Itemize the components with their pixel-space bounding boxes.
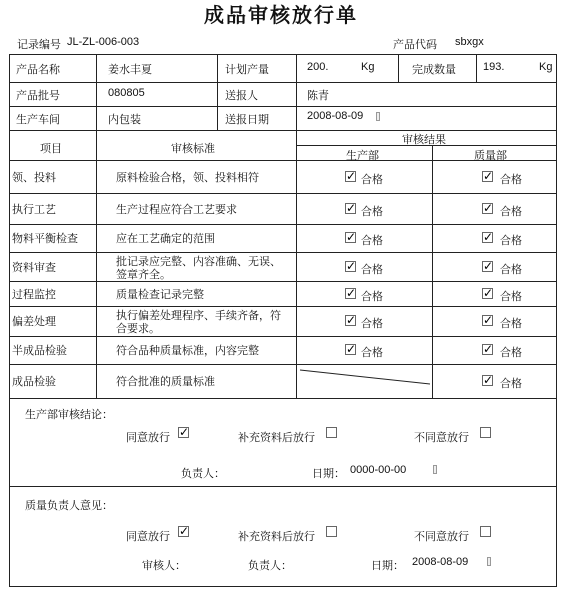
qa-pass-checkbox[interactable] [482, 375, 493, 386]
qa-date-spinner-icon[interactable] [487, 557, 491, 566]
row-standard: 生产过程应符合工艺要求 [116, 203, 237, 216]
qa-date[interactable]: 2008-08-09 [412, 556, 469, 568]
prod-reject-label: 不同意放行 [414, 431, 469, 444]
prod-reject-checkbox[interactable] [480, 427, 491, 438]
qa-pass-label: 合格 [500, 205, 522, 218]
row-item: 成品检验 [12, 375, 56, 388]
na-diagonal [296, 364, 432, 398]
qa-opinion-label: 质量负责人意见： [25, 499, 113, 512]
qa-pass-label: 合格 [500, 263, 522, 276]
qa-supplement-label: 补充资料后放行 [238, 530, 315, 543]
row-standard: 批记录应完整、内容准确、无误、签章齐全。 [116, 255, 281, 281]
row-item: 资料审查 [12, 260, 56, 274]
product-code: sbxgx [455, 36, 484, 48]
prod-pass-checkbox[interactable] [345, 203, 356, 214]
prod-supplement-checkbox[interactable] [326, 427, 337, 438]
col-item: 项目 [40, 142, 62, 155]
submitter: 陈青 [307, 89, 329, 102]
date-spinner-icon[interactable] [376, 112, 380, 121]
planned-output-label: 计划产量 [225, 63, 269, 76]
qa-pass-checkbox[interactable] [482, 171, 493, 182]
prod-pass-checkbox[interactable] [345, 232, 356, 243]
qa-reject-checkbox[interactable] [480, 526, 491, 537]
row-standard: 原料检验合格，领、投料相符 [116, 171, 259, 184]
prod-pass-label: 合格 [361, 205, 383, 218]
prod-agree-label: 同意放行 [126, 431, 170, 444]
prod-pass-checkbox[interactable] [345, 344, 356, 355]
qa-pass-label: 合格 [500, 173, 522, 186]
submit-date-label: 送报日期 [225, 113, 269, 126]
prod-pass-checkbox[interactable] [345, 171, 356, 182]
col-production: 生产部 [346, 149, 379, 162]
product-name-label: 产品名称 [16, 63, 60, 76]
batch-no-label: 产品批号 [16, 89, 60, 102]
qa-pass-checkbox[interactable] [482, 288, 493, 299]
prod-pass-label: 合格 [361, 234, 383, 247]
qa-pass-label: 合格 [500, 346, 522, 359]
row-item: 领、投料 [12, 170, 56, 184]
qa-reviewer-label: 审核人： [142, 559, 186, 572]
qa-pass-checkbox[interactable] [482, 232, 493, 243]
prod-pass-label: 合格 [361, 346, 383, 359]
qa-agree-checkbox[interactable] [178, 526, 189, 537]
prod-date-label: 日期： [312, 467, 345, 480]
row-item: 偏差处理 [12, 315, 56, 328]
prod-date[interactable]: 0000-00-00 [350, 464, 407, 476]
qa-pass-label: 合格 [500, 317, 522, 330]
qa-supplement-checkbox[interactable] [326, 526, 337, 537]
row-standard: 符合品种质量标准，内容完整 [116, 344, 259, 357]
planned-output: 200. [307, 61, 329, 73]
qa-reject-label: 不同意放行 [414, 530, 469, 543]
prod-pass-checkbox[interactable] [345, 288, 356, 299]
workshop: 内包装 [108, 113, 141, 126]
qa-date-label: 日期： [371, 559, 404, 572]
workshop-label: 生产车间 [16, 113, 60, 126]
qa-pass-label: 合格 [500, 290, 522, 303]
qa-pass-checkbox[interactable] [482, 344, 493, 355]
row-standard: 应在工艺确定的范围 [116, 232, 215, 245]
col-result: 审核结果 [402, 133, 446, 146]
prod-pass-label: 合格 [361, 263, 383, 276]
qa-pass-label: 合格 [500, 234, 522, 247]
completed-qty-label: 完成数量 [412, 63, 456, 76]
qa-pass-checkbox[interactable] [482, 315, 493, 326]
row-item: 半成品检验 [12, 344, 67, 357]
qa-pass-checkbox[interactable] [482, 261, 493, 272]
qa-responsible-label: 负责人： [248, 559, 292, 572]
submitter-label: 送报人 [225, 89, 258, 102]
qa-pass-checkbox[interactable] [482, 203, 493, 214]
prod-pass-checkbox[interactable] [345, 315, 356, 326]
completed-qty-unit: Kg [539, 61, 553, 73]
prod-pass-label: 合格 [361, 173, 383, 186]
submit-date[interactable]: 2008-08-09 [307, 110, 364, 122]
row-standard: 质量检查记录完整 [116, 288, 204, 301]
prod-date-spinner-icon[interactable] [433, 465, 437, 474]
completed-qty: 193. [483, 61, 505, 73]
prod-conclusion-label: 生产部审核结论： [25, 408, 113, 421]
col-quality: 质量部 [474, 149, 507, 162]
prod-responsible-label: 负责人： [181, 467, 225, 480]
record-no: JL-ZL-006-003 [67, 36, 140, 48]
row-item: 物料平衡检查 [12, 232, 78, 245]
qa-pass-label: 合格 [500, 377, 522, 390]
record-no-label: 记录编号 [17, 38, 61, 51]
row-item: 执行工艺 [12, 202, 56, 216]
row-standard: 执行偏差处理程序、手续齐备，符合要求。 [116, 309, 281, 335]
planned-output-unit: Kg [361, 61, 375, 73]
row-standard: 符合批准的质量标准 [116, 375, 215, 388]
product-code-label: 产品代码 [393, 38, 437, 51]
form-title: 成品审核放行单 [204, 3, 358, 27]
prod-pass-label: 合格 [361, 290, 383, 303]
batch-no: 080805 [108, 87, 145, 99]
product-name: 姜水丰夏 [108, 63, 152, 76]
col-standard: 审核标准 [171, 142, 215, 155]
qa-agree-label: 同意放行 [126, 530, 170, 543]
prod-agree-checkbox[interactable] [178, 427, 189, 438]
prod-pass-checkbox[interactable] [345, 261, 356, 272]
prod-pass-label: 合格 [361, 317, 383, 330]
prod-supplement-label: 补充资料后放行 [238, 431, 315, 444]
row-item: 过程监控 [12, 287, 56, 301]
